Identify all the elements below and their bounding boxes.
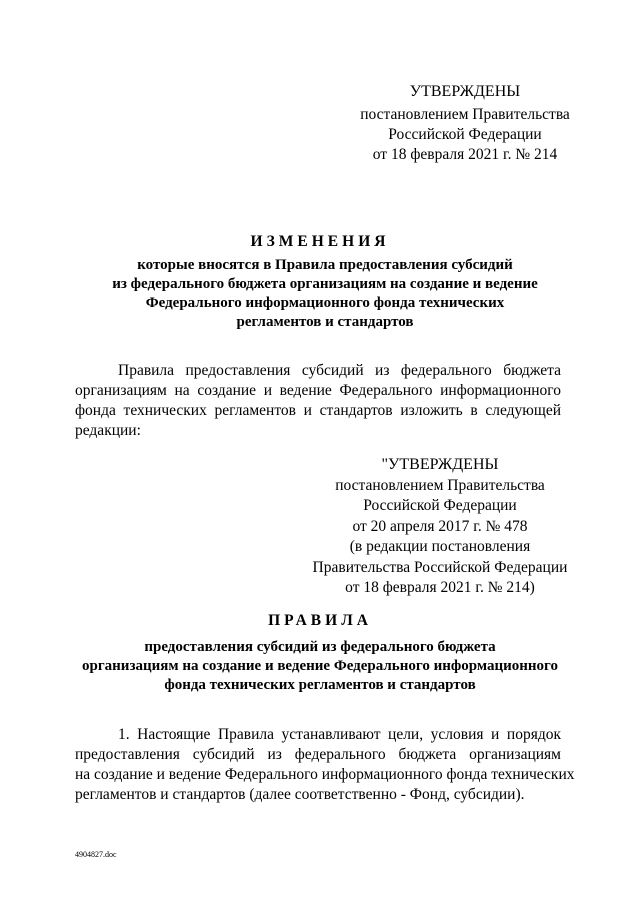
paragraph-line: Правила предоставления субсидий из федерального бюджета: [118, 362, 561, 379]
rules-heading: ПРАВИЛА: [268, 612, 372, 629]
paragraph-line: предоставления субсидий из федерального бюджета организациям: [75, 746, 561, 763]
paragraph-line: 1. Настоящие Правила устанавливают цели, условия и порядок: [118, 726, 561, 743]
changes-subtitle-line: из федерального бюджета организациям на создание и ведение: [112, 276, 538, 292]
inner-approval-line: (в редакции постановления: [349, 538, 531, 555]
inner-approval-line: постановлением Правительства: [335, 476, 545, 494]
changes-subtitle-line: которые вносятся в Правила предоставления субсидий: [137, 257, 513, 273]
rules-subtitle-line: предоставления субсидий из федерального бюджета: [144, 639, 496, 655]
rules-subtitle-line: фонда технических регламентов и стандартов: [164, 677, 476, 693]
paragraph-line: организациям на создание и ведение Федерального информационного: [75, 382, 561, 399]
changes-heading: ИЗМЕНЕНИЯ: [250, 233, 390, 250]
approval-line: постановлением Правительства: [360, 106, 570, 123]
paragraph-line: фонда технических регламентов и стандартов изложить в следующей: [75, 402, 561, 419]
inner-approval-title: "УТВЕРЖДЕНЫ: [381, 456, 499, 473]
approval-title: УТВЕРЖДЕНЫ: [409, 83, 521, 100]
rules-subtitle-line: организациям на создание и ведение Федерального информационного: [82, 658, 558, 674]
approval-line: Российской Федерации: [388, 126, 542, 143]
approval-line: от 18 февраля 2021 г. № 214: [372, 146, 558, 163]
changes-subtitle-line: Федерального информационного фонда технических: [145, 295, 505, 311]
changes-subtitle: [90, 256, 560, 332]
inner-approval-line: от 18 февраля 2021 г. № 214): [345, 579, 535, 596]
inner-approval-line: Российской Федерации: [363, 497, 517, 514]
inner-approval-line: Правительства Российской Федерации: [312, 558, 568, 576]
inner-approval-line: от 20 апреля 2017 г. № 478: [352, 517, 528, 535]
paragraph-line: редакции:: [75, 422, 141, 439]
approval-block: [345, 82, 585, 165]
paragraph-line: на создание и ведение Федерального информационного фонда технических: [75, 766, 575, 783]
changes-subtitle-line: регламентов и стандартов: [236, 314, 414, 330]
intro-paragraph: [75, 361, 561, 441]
inner-approval-block: [300, 455, 580, 599]
document-code: 4904827.doc: [75, 850, 117, 859]
rules-subtitle: [60, 638, 580, 695]
paragraph-line: регламентов и стандартов (далее соответственно - Фонд, субсидии).: [75, 786, 525, 803]
rules-paragraph-1: [75, 725, 575, 805]
